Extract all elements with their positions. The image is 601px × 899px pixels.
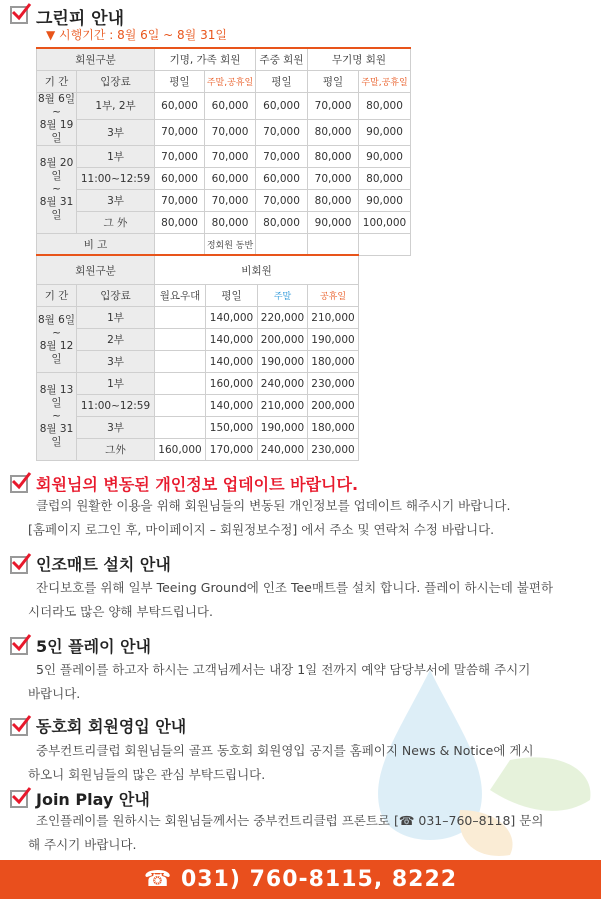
- fee-cell: 140,000: [206, 307, 258, 329]
- table-row: [37, 351, 359, 373]
- fee-cell: 100,000: [359, 212, 411, 234]
- entry-cell: 그外: [77, 439, 155, 461]
- fee-cell: 230,000: [308, 373, 359, 395]
- fee-cell: 80,000: [155, 212, 205, 234]
- section-line: 중부컨트리클럽 회원님들의 골프 동호회 회원영입 공지를 홈페이지 News & Notice에 게시: [36, 743, 534, 758]
- note-cell: [155, 234, 205, 256]
- period-label: 기 간: [37, 71, 77, 93]
- period-start: 8월 20일: [39, 157, 74, 182]
- table-subheader-row: [37, 285, 359, 307]
- fee-cell: 200,000: [308, 395, 359, 417]
- fee-cell: 70,000: [155, 119, 205, 146]
- entry-cell: 2부: [77, 329, 155, 351]
- fee-cell: 90,000: [359, 119, 411, 146]
- day-header: 주말: [258, 285, 308, 307]
- table-row: [37, 307, 359, 329]
- day-header: 공휴일: [308, 285, 359, 307]
- nonmember-fee-table: [36, 254, 359, 461]
- table-subheader-row: [37, 71, 411, 93]
- checkmark-icon: [10, 556, 28, 574]
- phone-banner: [0, 860, 601, 899]
- day-header: 평일: [256, 71, 308, 93]
- note-cell: [256, 234, 308, 256]
- period-tilde: ~: [52, 326, 61, 339]
- fee-cell: 60,000: [256, 93, 308, 120]
- section-line: 잔디보호를 위해 일부 Teeing Ground에 인조 Tee매트를 설치 합니다. 플레이 하시는데 불편하: [36, 580, 554, 595]
- fee-cell: 240,000: [258, 373, 308, 395]
- fee-cell: 60,000: [155, 93, 205, 120]
- period-label: 기 간: [37, 285, 77, 307]
- table-row: [37, 417, 359, 439]
- table-header-row: [37, 48, 411, 71]
- period-cell: [37, 307, 77, 373]
- fee-cell: 230,000: [308, 439, 359, 461]
- table-row: [37, 373, 359, 395]
- day-header: 주말,공휴일: [205, 71, 256, 93]
- fee-cell: 70,000: [205, 190, 256, 212]
- fee-cell: 180,000: [308, 417, 359, 439]
- fee-cell: 70,000: [155, 146, 205, 168]
- section-line: 5인 플레이를 하고자 하시는 고객님께서는 내장 1일 전까지 예약 담당부서에 말씀해 주시기: [36, 662, 531, 677]
- fee-cell: 70,000: [256, 146, 308, 168]
- checkmark-icon: [10, 637, 28, 655]
- period-end: 8월 19일: [39, 119, 74, 144]
- fee-cell: 220,000: [258, 307, 308, 329]
- table-row: [37, 190, 411, 212]
- period-start: 8월 6일: [38, 93, 75, 105]
- fee-cell: 190,000: [308, 329, 359, 351]
- fee-cell: 60,000: [256, 168, 308, 190]
- fee-cell: 80,000: [359, 93, 411, 120]
- entry-cell: 그 外: [77, 212, 155, 234]
- note-cell: [359, 234, 411, 256]
- fee-cell: 70,000: [155, 190, 205, 212]
- fee-cell: 140,000: [206, 329, 258, 351]
- entry-cell: 1부: [77, 307, 155, 329]
- section-line: [홈페이지 로그인 후, 마이페이지 – 회원정보수정] 에서 주소 및 연락처 수정 바랍니다.: [28, 522, 495, 537]
- section-line: 시더라도 많은 양해 부탁드립니다.: [28, 604, 213, 619]
- fee-cell: 90,000: [359, 146, 411, 168]
- period-start: 8월 6일: [38, 313, 75, 326]
- fee-cell: 200,000: [258, 329, 308, 351]
- fee-cell: [155, 351, 206, 373]
- table-row: [37, 93, 411, 120]
- table-row: [37, 395, 359, 417]
- fee-cell: [155, 329, 206, 351]
- period-end: 8월 12일: [39, 339, 74, 365]
- period-end: 8월 31일: [39, 196, 74, 221]
- entry-cell: 3부: [77, 119, 155, 146]
- table-row: [37, 168, 411, 190]
- fee-cell: [155, 373, 206, 395]
- fee-cell: 210,000: [258, 395, 308, 417]
- period-tilde: ~: [52, 106, 61, 118]
- note-value: 정회원 동반: [205, 234, 256, 256]
- table-row: [37, 119, 411, 146]
- phone-number: ☎ 031) 760-8115, 8222: [143, 867, 458, 892]
- period-cell: [37, 146, 77, 234]
- entry-label: 입장료: [77, 71, 155, 93]
- day-header: 주말,공휴일: [359, 71, 411, 93]
- period-cell: [37, 93, 77, 146]
- period-tilde: ~: [52, 183, 61, 195]
- fee-cell: 170,000: [206, 439, 258, 461]
- fee-cell: 80,000: [308, 146, 359, 168]
- fee-cell: 70,000: [308, 93, 359, 120]
- note-label: 비 고: [37, 234, 155, 256]
- table-header-row: [37, 255, 359, 285]
- section-title: 5인 플레이 안내: [36, 637, 152, 656]
- fee-cell: 70,000: [256, 190, 308, 212]
- table-row: [37, 212, 411, 234]
- section-title: Join Play 안내: [36, 790, 150, 809]
- entry-label: 입장료: [77, 285, 155, 307]
- section-title: 동호회 회원영입 안내: [36, 717, 187, 736]
- section-line: 바랍니다.: [28, 686, 81, 701]
- entry-cell: 3부: [77, 351, 155, 373]
- fee-cell: 70,000: [256, 119, 308, 146]
- fee-cell: [155, 307, 206, 329]
- fee-cell: [155, 417, 206, 439]
- day-header: 평일: [308, 71, 359, 93]
- fee-cell: 190,000: [258, 351, 308, 373]
- unnamed-member-header: 무기명 회원: [308, 48, 411, 71]
- fee-cell: 80,000: [359, 168, 411, 190]
- checkmark-icon: [10, 718, 28, 736]
- fee-cell: 80,000: [308, 190, 359, 212]
- fee-cell: 190,000: [258, 417, 308, 439]
- entry-cell: 11:00~12:59: [77, 395, 155, 417]
- fee-cell: 60,000: [205, 168, 256, 190]
- section-line: 해 주시기 바랍니다.: [28, 837, 137, 852]
- named-family-header: 기명, 가족 회원: [155, 48, 256, 71]
- checkmark-icon: [10, 6, 28, 24]
- entry-cell: 1부: [77, 146, 155, 168]
- entry-cell: 3부: [77, 417, 155, 439]
- fee-cell: 60,000: [155, 168, 205, 190]
- fee-cell: 240,000: [258, 439, 308, 461]
- section-title: 회원님의 변동된 개인정보 업데이트 바랍니다.: [36, 475, 359, 494]
- member-fee-table: [36, 47, 411, 256]
- section-line: 조인플레이를 원하시는 회원님들께서는 중부컨트리클럽 프론트로 [☎ 031–760–8118] 문의: [36, 813, 544, 828]
- fee-cell: 180,000: [308, 351, 359, 373]
- fee-cell: 80,000: [205, 212, 256, 234]
- entry-cell: 1부: [77, 373, 155, 395]
- section-line: 클럽의 원활한 이용을 위해 회원님들의 변동된 개인정보를 업데이트 해주시기 바랍니다.: [36, 498, 511, 513]
- table-row: [37, 146, 411, 168]
- day-header: 월요우대: [155, 285, 206, 307]
- member-class-header: 회원구분: [37, 48, 155, 71]
- fee-cell: 210,000: [308, 307, 359, 329]
- period-start: 8월 13일: [39, 384, 74, 409]
- fee-cell: 90,000: [308, 212, 359, 234]
- note-row: [37, 234, 411, 256]
- section-title: 인조매트 설치 안내: [36, 555, 171, 574]
- weekday-member-header: 주중 회원: [256, 48, 308, 71]
- section-line: 하오니 회원님들의 많은 관심 부탁드립니다.: [28, 767, 266, 782]
- fee-cell: 60,000: [205, 93, 256, 120]
- fee-cell: 140,000: [206, 351, 258, 373]
- period-tilde: ~: [52, 410, 61, 422]
- greenfee-title: 그린피 안내: [36, 9, 125, 29]
- fee-cell: 160,000: [206, 373, 258, 395]
- table-row: [37, 439, 359, 461]
- period-cell: [37, 373, 77, 461]
- checkmark-icon: [10, 790, 28, 808]
- period-end: 8월 31일: [39, 423, 74, 448]
- checkmark-icon: [10, 475, 28, 493]
- day-header: 평일: [206, 285, 258, 307]
- fee-cell: 70,000: [308, 168, 359, 190]
- fee-cell: [155, 395, 206, 417]
- fee-cell: 70,000: [205, 146, 256, 168]
- fee-cell: 160,000: [155, 439, 206, 461]
- fee-cell: 140,000: [206, 395, 258, 417]
- fee-cell: 80,000: [256, 212, 308, 234]
- effective-period: ▼ 시행기간 : 8월 6일 ~ 8월 31일: [46, 28, 227, 42]
- fee-cell: 150,000: [206, 417, 258, 439]
- entry-cell: 3부: [77, 190, 155, 212]
- entry-cell: 11:00~12:59: [77, 168, 155, 190]
- fee-cell: 70,000: [205, 119, 256, 146]
- nonmember-header: 비회원: [155, 255, 359, 285]
- fee-cell: 90,000: [359, 190, 411, 212]
- day-header: 평일: [155, 71, 205, 93]
- note-cell: [308, 234, 359, 256]
- entry-cell: 1부, 2부: [77, 93, 155, 120]
- table-row: [37, 329, 359, 351]
- member-class-header: 회원구분: [37, 255, 155, 285]
- fee-cell: 80,000: [308, 119, 359, 146]
